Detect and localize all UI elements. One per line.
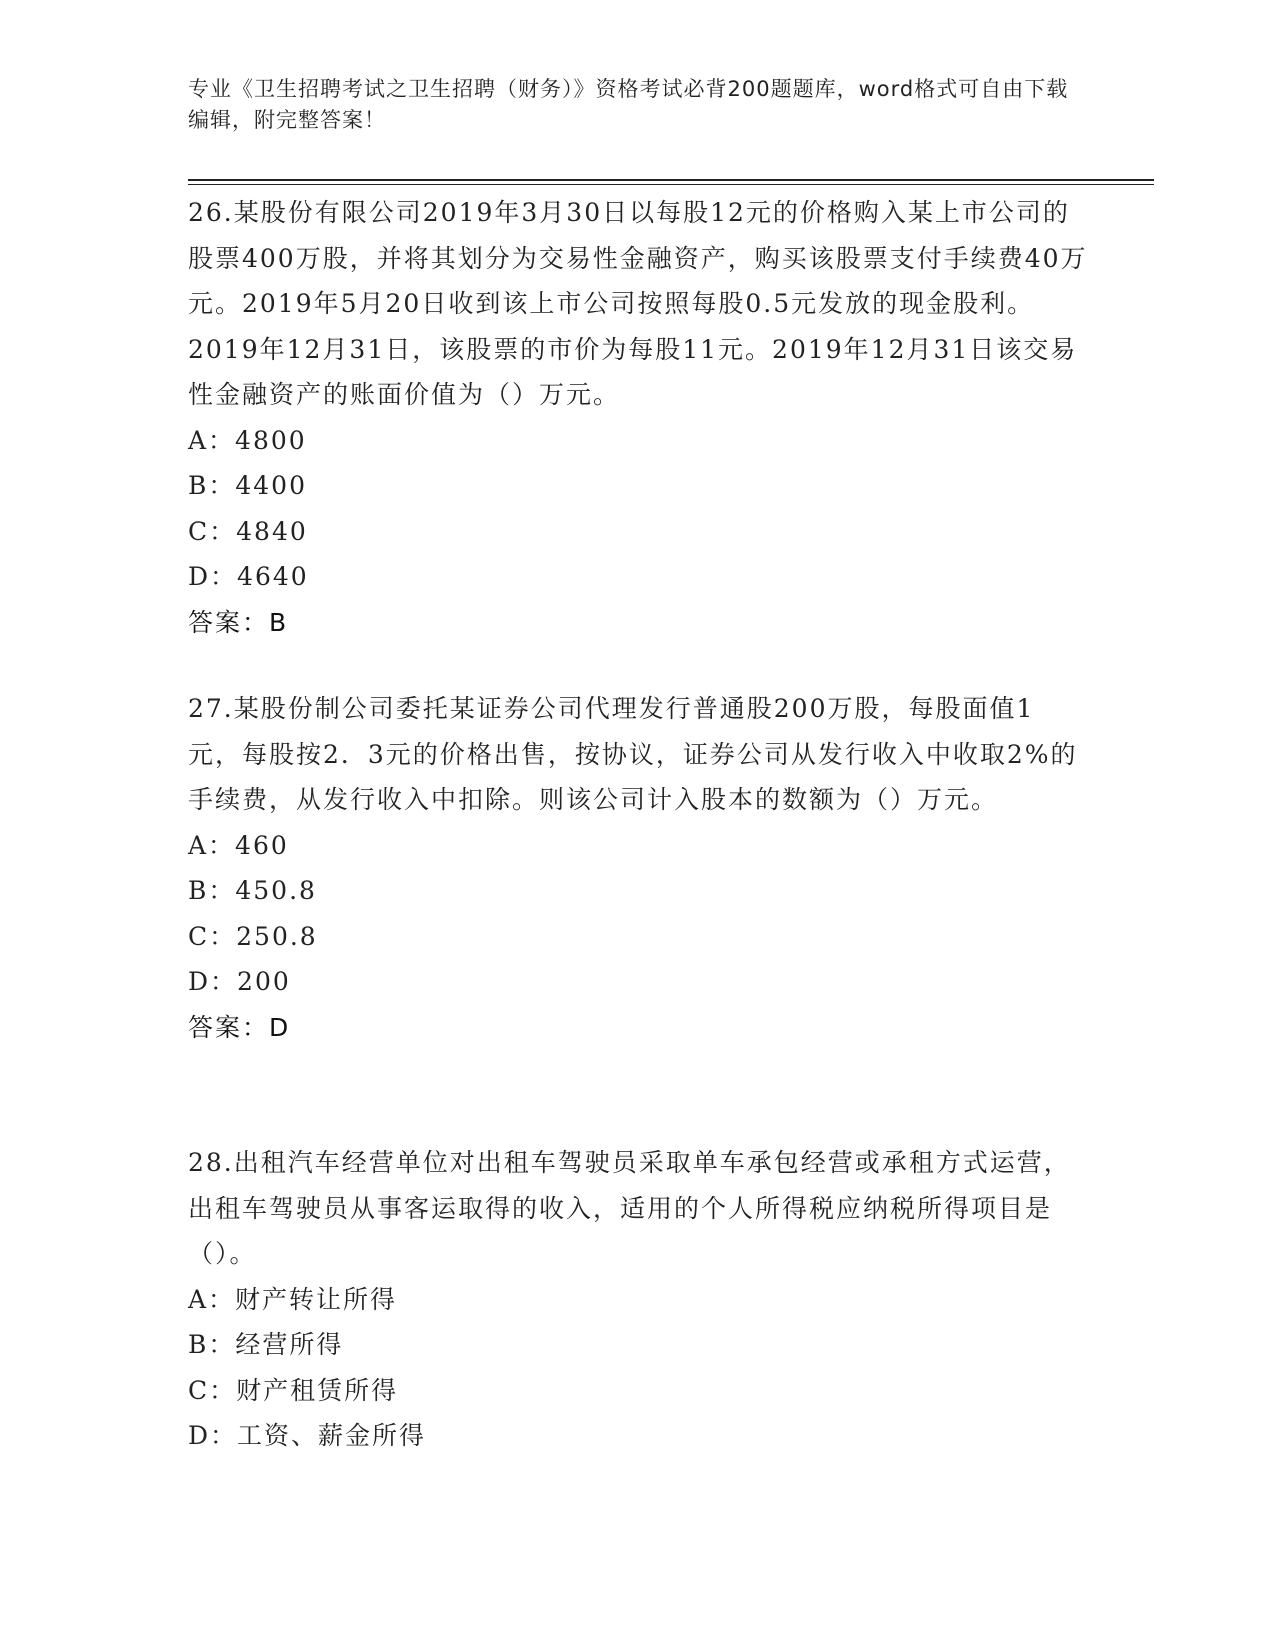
option-c: C：4840 <box>188 516 308 546</box>
answer-line: 答案：D <box>188 1012 291 1042</box>
question-stem: 27.某股份制公司委托某证券公司代理发行普通股200万股，每股面值1元，每股按2．3元的价格出售，按协议，证券公司从发行收入中收取2%的手续费，从发行收入中扣除。则该公司计入股本的数额为（）万元。 <box>188 694 1078 814</box>
option-a: A：460 <box>188 830 289 860</box>
option-a: A：4800 <box>188 425 307 455</box>
option-b: B：经营所得 <box>188 1330 344 1359</box>
option-d: D：工资、薪金所得 <box>188 1421 427 1450</box>
question-28 <box>188 1140 1088 1459</box>
header-divider-thick <box>188 179 1154 181</box>
option-b: B：4400 <box>188 471 307 500</box>
option-c: C：250.8 <box>188 921 318 951</box>
option-b: B：450.8 <box>188 876 317 905</box>
document-header: 专业《卫生招聘考试之卫生招聘（财务）》资格考试必背200题题库，word格式可自由下载编辑，附完整答案！ <box>188 77 1069 132</box>
question-stem: 26.某股份有限公司2019年3月30日以每股12元的价格购入某上市公司的股票400万股，并将其划分为交易性金融资产，购买该股票支付手续费40万元。2019年5月20日收到该上市公司按照每股0.5元发放的现金股利。2019年12月31日，该股票的市价为每股11元。2019年12月31日该交易性金融资产的账面价值为（）万元。 <box>188 198 1088 409</box>
question-stem: 28.出租汽车经营单位对出租车驾驶员采取单车承包经营或承租方式运营，出租车驾驶员从事客运取得的收入，适用的个人所得税应纳税所得项目是（）。 <box>188 1148 1071 1268</box>
option-a: A：财产转让所得 <box>188 1284 398 1314</box>
header-divider-thin <box>188 184 1154 185</box>
option-d: D：200 <box>188 967 291 996</box>
answer-line: 答案：B <box>188 607 289 637</box>
question-27 <box>188 686 1088 1050</box>
option-c: C：财产租赁所得 <box>188 1375 399 1405</box>
option-d: D：4640 <box>188 562 309 591</box>
question-26 <box>188 190 1088 645</box>
